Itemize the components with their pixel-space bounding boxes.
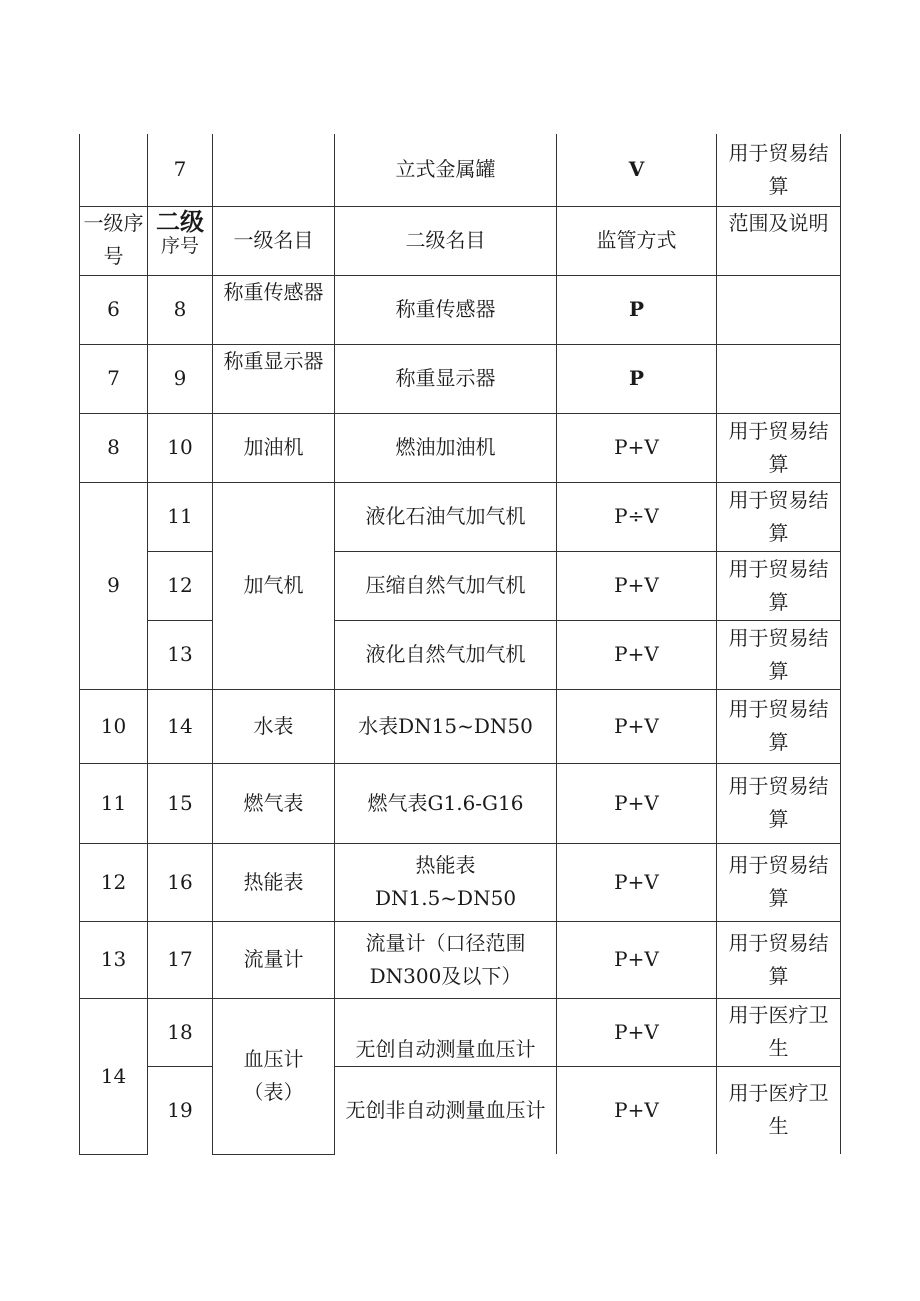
level2-no-cell: 14 [148, 689, 213, 763]
supervision-cell: P÷V [557, 482, 717, 551]
supervision-cell: P+V [557, 620, 717, 689]
level2-no-cell: 13 [148, 620, 213, 689]
table-row [80, 1066, 841, 1154]
level2-name-cell: 无创非自动测量血压计 [335, 1066, 557, 1154]
scope-cell: 用于贸易结算 [717, 482, 841, 551]
scope-cell: 用于医疗卫生 [717, 1066, 841, 1154]
table-row [80, 620, 841, 689]
level1-name-cell: 热能表 [213, 843, 335, 921]
level2-no-cell: 15 [148, 763, 213, 843]
supervision-cell: P+V [557, 998, 717, 1066]
table-row [80, 275, 841, 344]
level2-no-cell: 9 [148, 344, 213, 413]
level1-no-cell: 6 [80, 275, 148, 344]
level2-name-cell: 无创自动测量血压计 [335, 998, 557, 1066]
level2-no-cell: 7 [148, 134, 213, 206]
level2-no-cell: 17 [148, 921, 213, 998]
scope-cell: 用于贸易结算 [717, 620, 841, 689]
header-level2-name: 二级名目 [335, 206, 557, 275]
table-row [80, 134, 841, 206]
scope-cell: 用于贸易结算 [717, 843, 841, 921]
table-row [80, 689, 841, 763]
level1-no-cell: 14 [80, 998, 148, 1154]
level2-no-cell: 16 [148, 843, 213, 921]
supervision-cell: P+V [557, 689, 717, 763]
level2-name-cell: 立式金属罐 [335, 134, 557, 206]
level2-no-cell: 18 [148, 998, 213, 1066]
table-row [80, 998, 841, 1066]
scope-cell: 用于贸易结算 [717, 763, 841, 843]
level1-no-cell: 10 [80, 689, 148, 763]
level2-no-cell: 12 [148, 551, 213, 620]
scope-cell: 用于贸易结算 [717, 921, 841, 998]
level2-name-cell: 燃气表G1.6-G16 [335, 763, 557, 843]
table-row [80, 551, 841, 620]
level1-name-cell: 称重显示器 [213, 344, 335, 413]
level2-name-cell: 称重显示器 [335, 344, 557, 413]
level2-no-cell: 8 [148, 275, 213, 344]
supervision-cell: P+V [557, 921, 717, 998]
header-level2-no [148, 206, 213, 275]
level1-no-cell: 11 [80, 763, 148, 843]
level1-name-cell [213, 134, 335, 206]
supervision-cell: P+V [557, 413, 717, 482]
level2-name-cell: 压缩自然气加气机 [335, 551, 557, 620]
scope-cell: 用于医疗卫生 [717, 998, 841, 1066]
level1-name-cell: 加油机 [213, 413, 335, 482]
header-level1-no: 一级序号 [80, 206, 148, 275]
header-level2-no-small: 序号 [160, 234, 199, 257]
level2-name-cell: 流量计（口径范围DN300及以下） [335, 921, 557, 998]
table-header-row [80, 206, 841, 275]
level2-no-cell: 10 [148, 413, 213, 482]
supervision-cell: P+V [557, 551, 717, 620]
scope-cell: 用于贸易结算 [717, 413, 841, 482]
supervision-cell: P+V [557, 843, 717, 921]
header-level2-no-big: 二级 [156, 207, 204, 236]
scope-cell: 用于贸易结算 [717, 551, 841, 620]
table-row [80, 921, 841, 998]
level2-no-cell: 19 [148, 1066, 213, 1154]
level1-no-cell: 13 [80, 921, 148, 998]
header-scope: 范围及说明 [717, 206, 841, 275]
level1-no-cell: 9 [80, 482, 148, 689]
scope-cell [717, 275, 841, 344]
level1-no-cell: 8 [80, 413, 148, 482]
table-row [80, 482, 841, 551]
header-level1-name: 一级名目 [213, 206, 335, 275]
level1-name-cell: 流量计 [213, 921, 335, 998]
level1-name-cell: 燃气表 [213, 763, 335, 843]
supervision-cell: P [557, 344, 717, 413]
level2-name-cell: 液化石油气加气机 [335, 482, 557, 551]
scope-cell: 用于贸易结算 [717, 134, 841, 206]
table-row [80, 413, 841, 482]
level1-name-cell: 血压计（表） [213, 998, 335, 1154]
level2-name-cell: 燃油加油机 [335, 413, 557, 482]
supervision-cell: V [557, 134, 717, 206]
scope-cell [717, 344, 841, 413]
level1-name-cell: 加气机 [213, 482, 335, 689]
level1-no-cell: 7 [80, 344, 148, 413]
measuring-instrument-table [79, 134, 841, 1155]
table-row [80, 344, 841, 413]
header-supervision: 监管方式 [557, 206, 717, 275]
level2-name-cell: 称重传感器 [335, 275, 557, 344]
supervision-cell: P [557, 275, 717, 344]
level1-name-cell: 水表 [213, 689, 335, 763]
table-row [80, 843, 841, 921]
table-row [80, 763, 841, 843]
level2-name-cell: 液化自然气加气机 [335, 620, 557, 689]
level2-name-cell: 热能表DN1.5~DN50 [335, 843, 557, 921]
level2-no-cell: 11 [148, 482, 213, 551]
level1-name-cell: 称重传感器 [213, 275, 335, 344]
supervision-cell: P+V [557, 1066, 717, 1154]
level1-no-cell [80, 134, 148, 206]
level2-name-cell: 水表DN15~DN50 [335, 689, 557, 763]
scope-cell: 用于贸易结算 [717, 689, 841, 763]
level1-no-cell: 12 [80, 843, 148, 921]
supervision-cell: P+V [557, 763, 717, 843]
